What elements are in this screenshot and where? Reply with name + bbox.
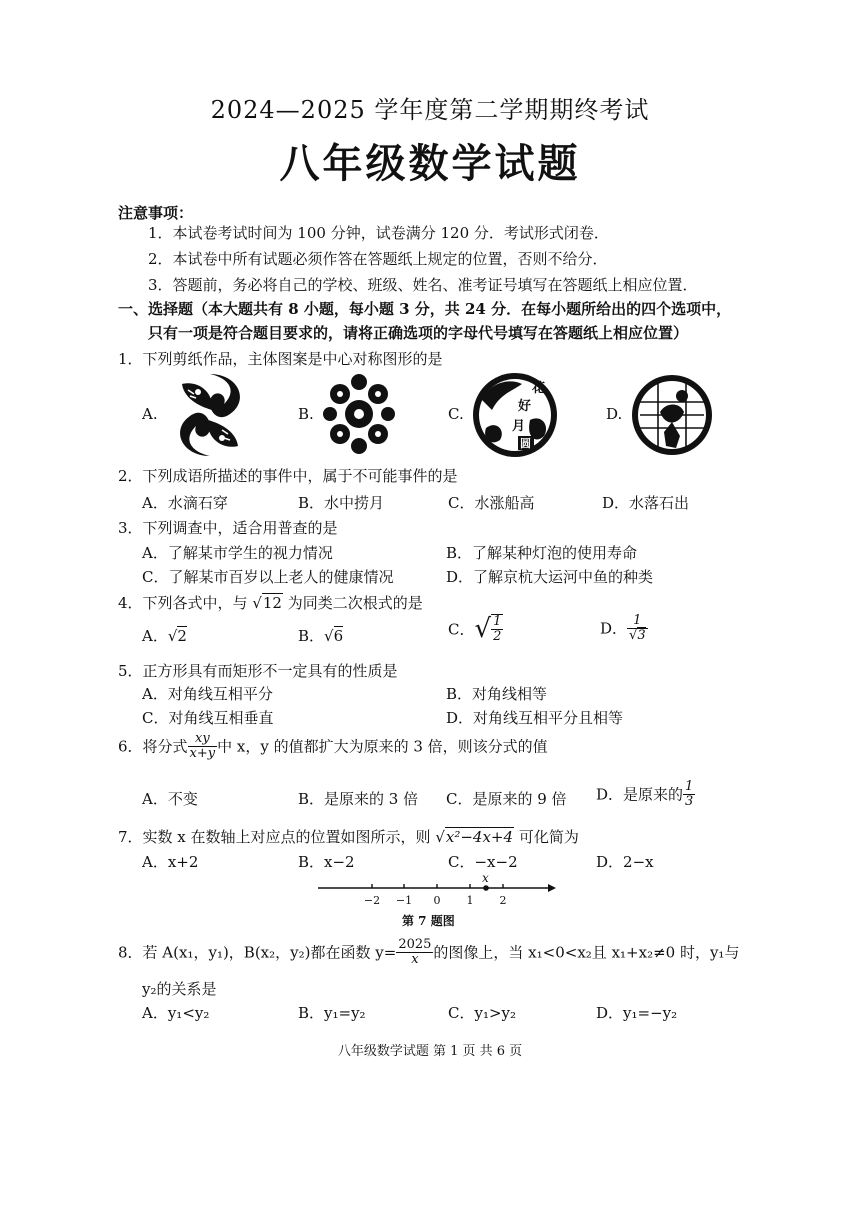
figure-caption: 第 7 题图: [402, 914, 455, 928]
q8-option-c: C．y₁>y₂: [448, 1004, 517, 1022]
q4-radical: √12: [252, 594, 282, 612]
q4-stem-post: 为同类二次根式的是: [287, 594, 423, 612]
q3-stem: 3．下列调查中，适合用普查的是: [118, 519, 338, 537]
q4-d-fraction: $\frac{1}{√3}$: [629, 613, 646, 643]
notice-item: 3．答题前，务必将自己的学校、班级、姓名、准考证号填写在答题纸上相应位置．: [148, 276, 698, 294]
q3-option-a: A．了解某市学生的视力情况: [142, 544, 333, 562]
q6-option-d: D．是原来的 $\frac{1}{3}$: [596, 779, 694, 809]
q5-option-c: C．对角线互相垂直: [142, 709, 274, 727]
notice-item: 2．本试卷中所有试题必须作答在答题纸上规定的位置，否则不给分．: [148, 250, 608, 268]
q6-stem: [118, 732, 548, 760]
q5-option-a: A．对角线互相平分: [142, 685, 273, 703]
q4-c-fraction: $\frac{1}{2}$: [493, 614, 502, 644]
q7-radicand: x²−4x+4: [445, 828, 514, 846]
axis-tick-label: 2: [499, 894, 507, 907]
x-point-label: x: [482, 872, 489, 885]
q3-option-b: B．了解某种灯泡的使用寿命: [446, 544, 638, 562]
q4-b-label: B．: [298, 627, 325, 645]
q8-stem: [118, 938, 739, 966]
koi-fish-papercut-icon: [168, 370, 252, 460]
q2-option-b: B．水中捞月: [298, 494, 385, 512]
q4-stem: [118, 592, 423, 613]
section-heading: 一、选择题（本大题共有 8 小题，每小题 3 分，共 24 分．在每小题所给出的四个选项中，: [118, 300, 732, 318]
axis-tick-label: 0: [433, 894, 441, 907]
q1-option-d-label: D.: [606, 405, 623, 423]
q7-stem-post: 可化简为: [518, 828, 579, 846]
x-point-dot: [483, 885, 489, 891]
q4-b-radicand: 6: [333, 627, 344, 645]
q4-option-b: B．√6: [298, 627, 344, 645]
q6-stem-pre: 6．将分式: [118, 737, 188, 756]
flower-moon-papercut-icon: [470, 370, 560, 460]
q7-option-b: B．x−2: [298, 853, 355, 871]
notice-item: 1．本试卷考试时间为 100 分钟，试卷满分 120 分．考试形式闭卷．: [148, 224, 609, 242]
q6-option-c: C．是原来的 9 倍: [446, 790, 567, 808]
axis-tick-label: −1: [395, 894, 413, 907]
window-scene-papercut-icon: [630, 372, 714, 458]
q1-stem: 1．下列剪纸作品，主体图案是中心对称图形的是: [118, 350, 443, 368]
q6-fraction: $\frac{xy}{x+y}$: [189, 731, 216, 761]
q7-option-c: C．−x−2: [448, 853, 518, 871]
q4-option-c: C．√ $\frac{1}{2}$: [448, 614, 502, 644]
c-char: 花: [532, 381, 546, 396]
q6-d-fraction: $\frac{1}{3}$: [685, 779, 694, 809]
q7-stem-pre: 7．实数 x 在数轴上对应点的位置如图所示，则: [118, 828, 431, 846]
q4-d-label: D．: [600, 619, 628, 638]
q4-a-radicand: 2: [177, 627, 187, 645]
q6-option-a: A．不变: [142, 790, 198, 808]
q8-fraction: $\frac{2025}{x}$: [398, 937, 432, 967]
q7-option-a: A．x+2: [142, 853, 199, 871]
q1-option-b-label: B.: [298, 405, 314, 423]
notice-heading: 注意事项：: [118, 204, 194, 222]
q7-radical: √x²−4x+4: [435, 828, 514, 846]
q5-option-d: D．对角线互相平分且相等: [446, 709, 624, 727]
q8-stem-post: 的图像上，当 x₁<0<x₂且 x₁+x₂≠0 时，y₁与: [433, 943, 740, 962]
c-char: 好: [518, 399, 532, 414]
q7-option-d: D．2−x: [596, 853, 654, 871]
c-char: 月: [512, 419, 526, 434]
q8-stem-pre: 8．若 A(x₁，y₁)，B(x₂，y₂)都在函数 y=: [118, 943, 397, 962]
section-heading-cont: 只有一项是符合题目要求的，请将正确选项的字母代号填写在答题纸上相应位置）: [148, 324, 689, 342]
q3-option-c: C．了解某市百岁以上老人的健康情况: [142, 568, 394, 586]
axis-tick-label: 1: [466, 894, 474, 907]
page-footer: 八年级数学试题 第 1 页 共 6 页: [337, 1044, 523, 1059]
q4-stem-pre: 4．下列各式中，与: [118, 594, 248, 612]
q5-stem: 5．正方形具有而矩形不一定具有的性质是: [118, 662, 398, 680]
c-char: 圆: [520, 437, 531, 450]
q4-option-d: [600, 614, 648, 642]
flower-papercut-icon: [322, 372, 396, 456]
q2-option-a: A．水滴石穿: [142, 494, 228, 512]
number-line-figure: [316, 872, 556, 912]
number-line-arrow: [548, 884, 556, 892]
q8-option-d: D．y₁=−y₂: [596, 1004, 678, 1022]
q4-radicand: 12: [262, 594, 282, 612]
q6-stem-post: 中 x，y 的值都扩大为原来的 3 倍，则该分式的值: [217, 737, 548, 756]
q3-option-d: D．了解京杭大运河中鱼的种类: [446, 568, 654, 586]
q2-stem: 2．下列成语所描述的事件中，属于不可能事件的是: [118, 467, 458, 485]
q8-stem-line2: y₂的关系是: [142, 980, 217, 998]
q1-option-a-label: A.: [142, 405, 158, 423]
q8-option-a: A．y₁<y₂: [142, 1004, 210, 1022]
exam-subtitle: 八年级数学试题: [279, 140, 581, 187]
q8-option-b: B．y₁=y₂: [298, 1004, 366, 1022]
q2-option-c: C．水涨船高: [448, 494, 535, 512]
axis-tick-label: −2: [363, 894, 381, 907]
q2-option-d: D．水落石出: [602, 494, 690, 512]
q5-option-b: B．对角线相等: [446, 685, 548, 703]
q7-stem: [118, 826, 579, 847]
q4-option-a: A．√2: [142, 627, 187, 645]
q4-c-label: C．: [448, 620, 475, 639]
q4-a-label: A．: [142, 627, 168, 645]
q6-option-b: B．是原来的 3 倍: [298, 790, 419, 808]
q1-option-c-label: C.: [448, 405, 464, 423]
exam-title: 2024—2025 学年度第二学期期终考试: [210, 96, 650, 124]
